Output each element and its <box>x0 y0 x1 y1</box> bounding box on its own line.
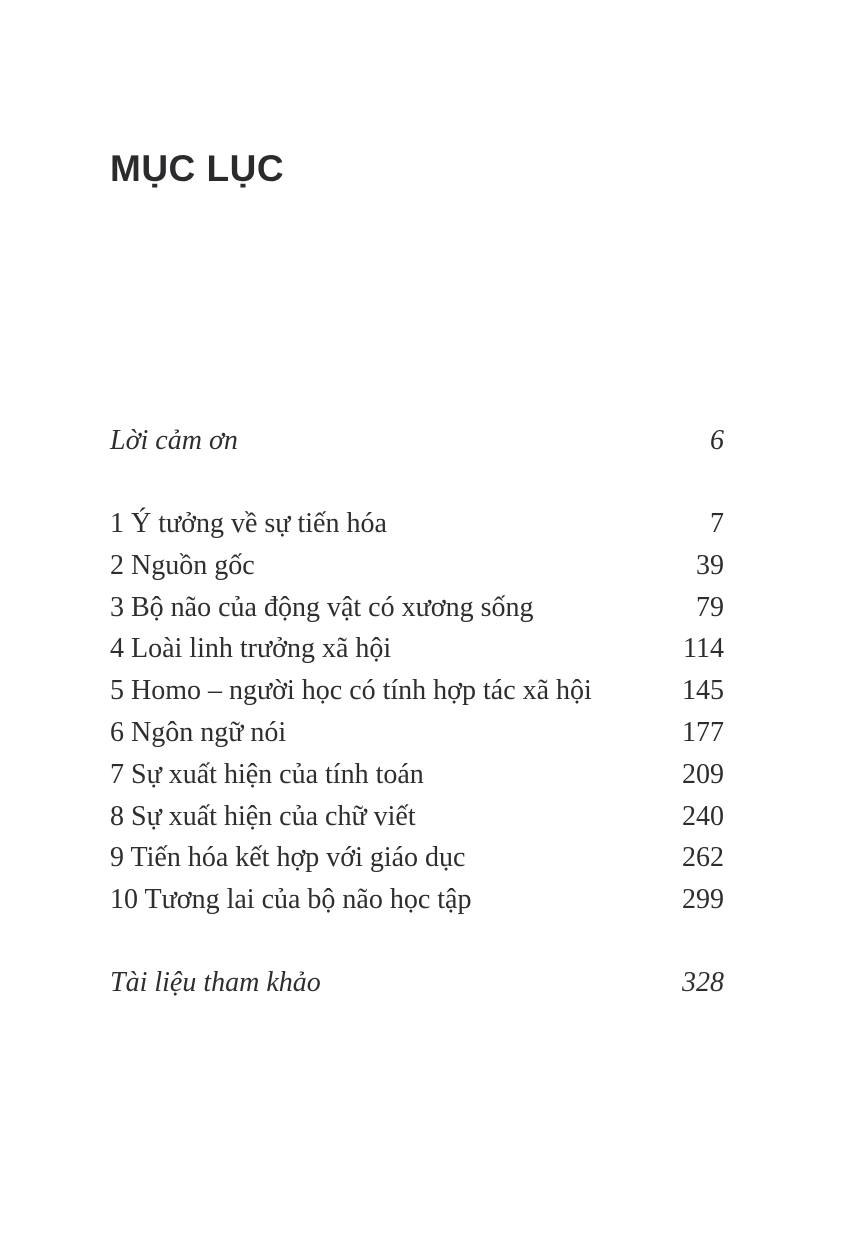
toc-entry-page-number: 177 <box>682 716 724 748</box>
toc-entry-page-number: 262 <box>682 842 724 874</box>
toc-entry-back-matter <box>110 962 724 1004</box>
toc-entry-chapter <box>110 545 724 587</box>
toc-entry-label: 1 Ý tưởng về sự tiến hóa <box>110 508 387 539</box>
toc-entry-chapter <box>110 754 724 796</box>
toc-entry-page-number: 79 <box>696 591 724 623</box>
toc-entry-label: 7 Sự xuất hiện của tính toán <box>110 758 424 790</box>
toc-entry-chapter <box>110 503 724 545</box>
toc-entry-chapter <box>110 712 724 754</box>
toc-entry-page-number: 114 <box>683 633 724 665</box>
table-of-contents <box>110 420 724 1004</box>
toc-entry-chapter <box>110 796 724 838</box>
toc-entry-chapter <box>110 587 724 629</box>
toc-entry-label: 8 Sự xuất hiện của chữ viết <box>110 800 416 832</box>
toc-entry-page-number: 209 <box>682 758 724 790</box>
toc-entry-chapter <box>110 837 724 879</box>
toc-entry-label: 10 Tương lai của bộ não học tập <box>110 884 472 916</box>
toc-entry-label: 9 Tiến hóa kết hợp với giáo dục <box>110 842 466 874</box>
toc-entry-page-number: 240 <box>682 800 724 832</box>
page-title: MỤC LỤC <box>110 148 285 189</box>
toc-entry-label: 5 Homo – người học có tính hợp tác xã hội <box>110 675 592 707</box>
toc-entry-label: 2 Nguồn gốc <box>110 549 255 581</box>
toc-entry-label: 4 Loài linh trưởng xã hội <box>110 633 392 665</box>
toc-entry-label: Tài liệu tham khảo <box>110 966 321 998</box>
toc-entry-label: Lời cảm ơn <box>110 425 238 456</box>
toc-entry-chapter <box>110 670 724 712</box>
toc-entry-page-number: 6 <box>710 425 724 456</box>
toc-entry-label: 6 Ngôn ngữ nói <box>110 716 287 748</box>
toc-entry-front-matter <box>110 420 724 462</box>
toc-chapter-list <box>110 503 724 921</box>
toc-entry-label: 3 Bộ não của động vật có xương sống <box>110 591 534 623</box>
toc-entry-page-number: 39 <box>696 549 724 581</box>
toc-entry-page-number: 299 <box>682 884 724 916</box>
toc-entry-page-number: 328 <box>682 966 724 998</box>
toc-entry-chapter <box>110 879 724 921</box>
toc-entry-chapter <box>110 628 724 670</box>
toc-entry-page-number: 145 <box>682 675 724 707</box>
toc-entry-page-number: 7 <box>710 508 724 539</box>
